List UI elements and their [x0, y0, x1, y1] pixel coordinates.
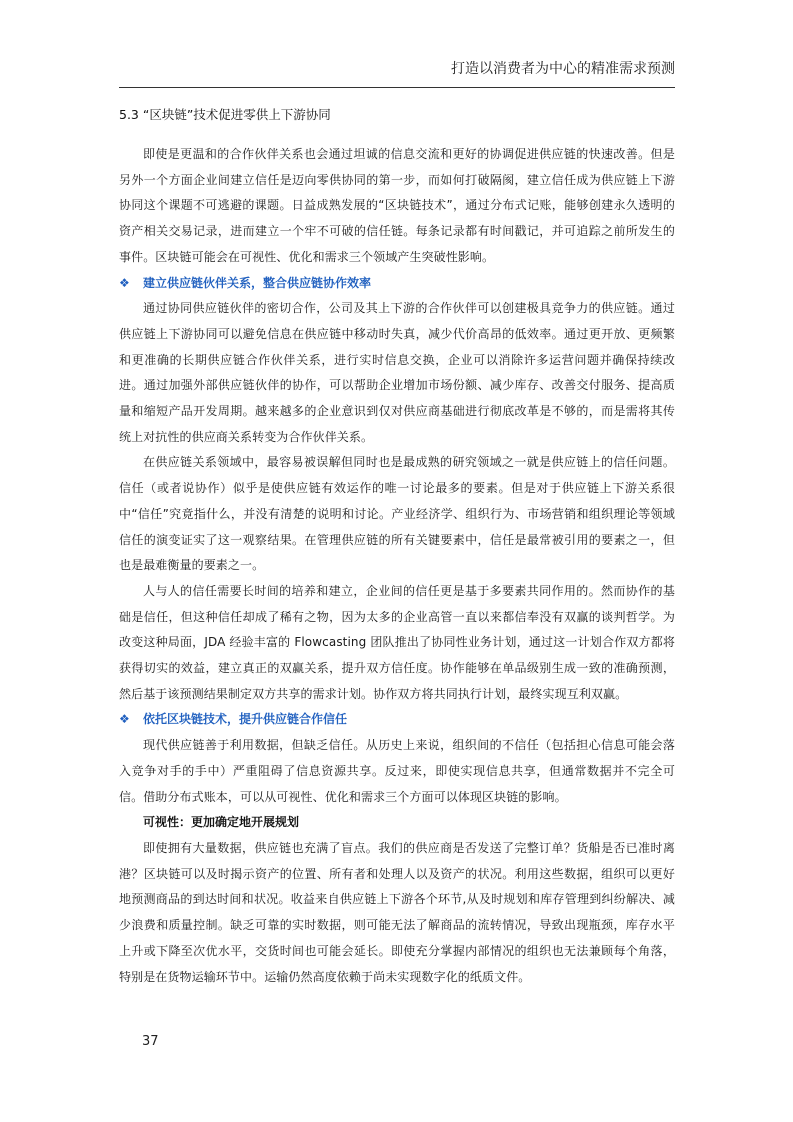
paragraph-flowcasting: 人与人的信任需要长时间的培养和建立，企业间的信任更是基于多要素共同作用的。然而协作的基础是信任，但这种信任却成了稀有之物，因为太多的企业高管一直以来都信奉没有双赢的谈判哲学。为改变这种局面，JDA 经验丰富的 Flowcasting 团队推出了协同性业务计划，通过这一计划合作双方都将获得切实的效益，建立真正的双赢关系，提升双方信任度。协作能够在单品级别生成一致的准确预测，然后基于该预测结果制定双方共享的需求计划。协作双方将共同执行计划，最终实现互利双赢。	[119, 583, 675, 701]
intro-paragraph: 即使是更温和的合作伙伴关系也会通过坦诚的信息交流和更好的协调促进供应链的快速改善。但是另外一个方面企业间建立信任是迈向零供协同的第一步，而如何打破隔阂，建立信任成为供应链上下游协同这个课题不可逃避的课题。日益成熟发展的“区块链技术”，通过分布式记账，能够创建永久透明的资产相关交易记录，进而建立一个牢不可破的信任链。每条记录都有时间戳记，并可追踪之前所发生的事件。区块链可能会在可视性、优化和需求三个领域产生突破性影响。	[119, 147, 675, 264]
document-body	[119, 142, 675, 990]
subheading-visibility: 可视性：更加确定地开展规划	[143, 815, 300, 830]
page-number: 37	[142, 1034, 159, 1049]
bullet-heading-partnership	[119, 271, 675, 297]
paragraph-partnership: 通过协同供应链伙伴的密切合作，公司及其上下游的合作伙伴可以创建极具竞争力的供应链。通过供应链上下游协同可以避免信息在供应链中移动时失真，减少代价高昂的低效率。通过更开放、更频繁和更准确的长期供应链合作伙伴关系，进行实时信息交换，企业可以消除许多运营问题并确保持续改进。通过加强外部供应链伙伴的协作，可以帮助企业增加市场份额、减少库存、改善交付服务、提高质量和缩短产品开发周期。越来越多的企业意识到仅对供应商基础进行彻底改革是不够的，而是需将其传统上对抗性的供应商关系转变为合作伙伴关系。	[119, 301, 675, 444]
header-divider	[119, 87, 675, 88]
section-heading: 5.3 “区块链”技术促进零供上下游协同	[119, 107, 331, 122]
bullet-heading-text: 建立供应链伙伴关系，整合供应链协作效率	[143, 275, 372, 290]
running-title: 打造以消费者为中心的精准需求预测	[451, 61, 675, 77]
bullet-heading-blockchain	[119, 707, 675, 733]
bullet-heading-text: 依托区块链技术，提升供应链合作信任	[143, 712, 348, 727]
diamond-bullet-icon: ❖	[119, 275, 130, 290]
paragraph-visibility: 即使拥有大量数据，供应链也充满了盲点。我们的供应商是否发送了完整订单？货船是否已准时离港？区块链可以及时揭示资产的位置、所有者和处理人以及资产的状况。利用这些数据，组织可以更好地预测商品的到达时间和状况。收益来自供应链上下游各个环节,从及时规划和库存管理到纠纷解决、减少浪费和质量控制。缺乏可靠的实时数据，则可能无法了解商品的流转情况，导致出现瓶颈，库存水平上升或下降至次优水平，交货时间也可能会延长。即使充分掌握内部情况的组织也无法兼顾每个角落，特别是在货物运输环节中。运输仍然高度依赖于尚未实现数字化的纸质文件。	[119, 840, 675, 984]
paragraph-modern-supply-chain: 现代供应链善于利用数据，但缺乏信任。从历史上来说，组织间的不信任（包括担心信息可能会落入竞争对手的手中）严重阻碍了信息资源共享。反过来，即使实现信息共享，但通常数据并不完全可信。借助分布式账本，可以从可视性、优化和需求三个方面可以体现区块链的影响。	[119, 738, 675, 804]
paragraph-trust-research: 在供应链关系领域中，最容易被误解但同时也是最成熟的研究领域之一就是供应链上的信任问题。信任（或者说协作）似乎是使供应链有效运作的唯一讨论最多的要素。但是对于供应链上下游关系很中“信任”究竟指什么，并没有清楚的说明和讨论。产业经济学、组织行为、市场营销和组织理论等领域信任的演变证实了这一观察结果。在管理供应链的所有关键要素中，信任是最常被引用的要素之一，但也是最难衡量的要素之一。	[119, 455, 675, 573]
diamond-bullet-icon: ❖	[119, 712, 130, 727]
